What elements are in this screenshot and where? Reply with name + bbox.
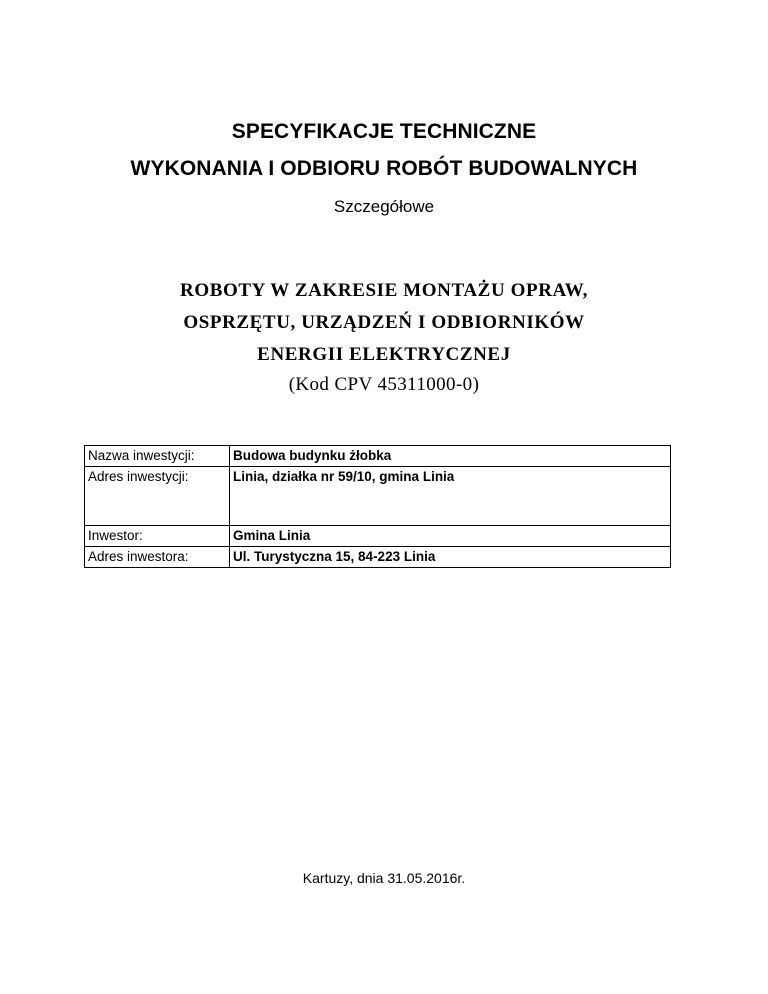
investment-address-value: Linia, działka nr 59/10, gmina Linia — [230, 467, 671, 526]
investment-name-value: Budowa budynku żłobka — [230, 446, 671, 467]
table-row — [85, 547, 671, 568]
investor-address-label: Adres inwestora: — [85, 547, 230, 568]
title-line-2: WYKONANIA I ODBIORU ROBÓT BUDOWALNYCH — [130, 157, 638, 180]
subject-line-2: OSPRZĘTU, URZĄDZEŃ I ODBIORNIKÓW — [183, 312, 585, 333]
investment-address-label: Adres inwestycji: — [85, 467, 230, 526]
investment-name-label: Nazwa inwestycji: — [85, 446, 230, 467]
investor-value: Gmina Linia — [230, 526, 671, 547]
table-row — [85, 467, 671, 526]
subject-line-1: ROBOTY W ZAKRESIE MONTAŻU OPRAW, — [180, 280, 588, 301]
investment-info-table — [84, 445, 671, 568]
investor-address-value: Ul. Turystyczna 15, 84-223 Linia — [230, 547, 671, 568]
title-line-1: SPECYFIKACJE TECHNICZNE — [231, 120, 537, 143]
cpv-code: (Kod CPV 45311000-0) — [288, 374, 480, 395]
investor-label: Inwestor: — [85, 526, 230, 547]
subject-line-3: ENERGII ELEKTRYCZNEJ — [257, 344, 511, 365]
table-row — [85, 446, 671, 467]
place-and-date: Kartuzy, dnia 31.05.2016r. — [302, 870, 466, 886]
subtitle: Szczegółowe — [333, 197, 435, 216]
table-row — [85, 526, 671, 547]
